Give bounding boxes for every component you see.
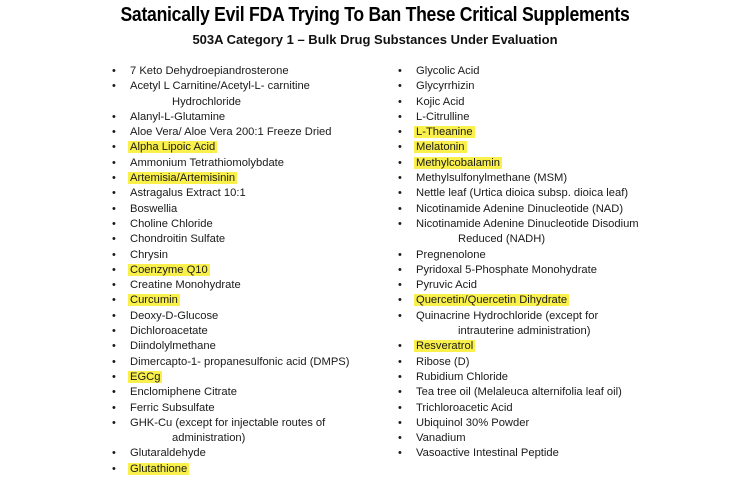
list-item	[112, 64, 402, 79]
bullet-icon: •	[112, 386, 116, 399]
bullet-icon: •	[112, 110, 116, 123]
list-item	[112, 248, 402, 263]
substance-name: Vanadium	[416, 432, 466, 445]
list-item	[398, 110, 698, 125]
bullet-icon: •	[398, 386, 402, 399]
bullet-icon: •	[112, 187, 116, 200]
bullet-icon: •	[112, 462, 116, 475]
substance-name: Aloe Vera/ Aloe Vera 200:1 Freeze Dried	[130, 126, 332, 139]
list-item	[112, 339, 402, 354]
list-item	[112, 110, 402, 125]
list-item	[112, 293, 402, 308]
substance-name: Nettle leaf (Urtica dioica subsp. dioica leaf)	[416, 187, 629, 200]
bullet-icon: •	[112, 141, 116, 154]
highlighted-substance-name: Glutathione	[130, 462, 188, 475]
highlighted-substance-name: Curcumin	[130, 294, 178, 307]
bullet-icon: •	[398, 340, 402, 353]
substance-name: Alanyl-L-Glutamine	[130, 110, 226, 123]
list-item	[398, 401, 698, 416]
highlighted-substance-name: Methylcobalamin	[416, 156, 500, 169]
bullet-icon: •	[112, 172, 116, 185]
list-item	[398, 186, 698, 201]
bullet-icon: •	[398, 156, 402, 169]
page-title: Satanically Evil FDA Trying To Ban These Critical Supplements	[120, 4, 630, 26]
substance-name: Enclomiphene Citrate	[130, 386, 237, 399]
substance-name: Choline Chloride	[130, 217, 213, 230]
bullet-icon: •	[112, 340, 116, 353]
substance-name: Trichloroacetic Acid	[416, 401, 513, 414]
substance-name: Methylsulfonylmethane (MSM)	[416, 172, 568, 185]
bullet-icon: •	[398, 172, 402, 185]
highlighted-substance-name: Quercetin/Quercetin Dihydrate	[416, 294, 568, 307]
substance-name: Ribose (D)	[416, 355, 470, 368]
substance-name: 7 Keto Dehydroepiandrosterone	[130, 65, 289, 77]
list-item	[398, 79, 698, 94]
list-item	[398, 431, 698, 446]
list-item	[398, 125, 698, 140]
bullet-icon: •	[112, 325, 116, 338]
substance-name: Astragalus Extract 10:1	[130, 187, 246, 200]
bullet-icon: •	[398, 432, 402, 445]
highlighted-substance-name: Melatonin	[416, 141, 465, 154]
highlighted-substance-name: Coenzyme Q10	[130, 263, 208, 276]
highlighted-substance-name: Artemisia/Artemisinin	[130, 172, 236, 185]
list-item	[112, 263, 402, 278]
bullet-icon: •	[398, 202, 402, 215]
list-item	[112, 202, 402, 217]
substance-name: Quinacrine Hydrochloride (except for	[416, 309, 599, 322]
highlighted-substance-name: Alpha Lipoic Acid	[130, 141, 216, 154]
list-item	[112, 370, 402, 385]
list-item	[112, 186, 402, 201]
bullet-icon: •	[398, 187, 402, 200]
list-item	[398, 171, 698, 186]
substance-name: Kojic Acid	[416, 95, 465, 108]
substance-name: Tea tree oil (Melaleuca alternifolia leaf oil)	[416, 386, 622, 399]
list-item	[112, 79, 402, 110]
substance-name: Pyruvic Acid	[416, 279, 477, 292]
bullet-icon: •	[112, 248, 116, 261]
list-item	[398, 278, 698, 293]
bullet-icon: •	[112, 263, 116, 276]
list-item	[112, 401, 402, 416]
list-item	[398, 446, 698, 461]
highlighted-substance-name: EGCg	[130, 370, 161, 383]
bullet-icon: •	[112, 279, 116, 292]
substance-name: Pregnenolone	[416, 248, 486, 261]
substance-name-continuation: Reduced (NADH)	[458, 233, 546, 246]
bullet-icon: •	[398, 416, 402, 429]
bullet-icon: •	[112, 416, 116, 429]
list-item	[112, 156, 402, 171]
list-item	[112, 462, 402, 477]
list-item	[112, 446, 402, 461]
substance-name: Chrysin	[130, 248, 168, 261]
list-item	[112, 309, 402, 324]
substance-name: GHK-Cu (except for injectable routes of	[130, 416, 326, 429]
bullet-icon: •	[398, 263, 402, 276]
substance-name: Glycyrrhizin	[416, 80, 475, 93]
list-item	[112, 217, 402, 232]
substance-name: Chondroitin Sulfate	[130, 233, 226, 246]
list-item	[398, 248, 698, 263]
substance-name: Pyridoxal 5-Phosphate Monohydrate	[416, 263, 597, 276]
list-item	[398, 309, 698, 340]
bullet-icon: •	[398, 294, 402, 307]
substance-name: Nicotinamide Adenine Dinucleotide Disodium	[416, 217, 639, 230]
bullet-icon: •	[112, 156, 116, 169]
substance-name-continuation: intrauterine administration)	[458, 325, 591, 338]
substance-name: Diindolylmethane	[130, 340, 216, 353]
list-item	[112, 140, 402, 155]
substance-name: L-Citrulline	[416, 110, 470, 123]
bullet-icon: •	[398, 95, 402, 108]
substance-name-continuation: Hydrochloride	[172, 95, 242, 108]
left-substance-list	[112, 64, 402, 477]
list-item	[398, 293, 698, 308]
list-item	[112, 232, 402, 247]
list-item	[112, 385, 402, 400]
list-item	[398, 140, 698, 155]
highlighted-substance-name: L-Theanine	[416, 126, 473, 139]
list-item	[112, 125, 402, 140]
substance-name: Dimercapto-1- propanesulfonic acid (DMPS)	[130, 355, 350, 368]
bullet-icon: •	[398, 110, 402, 123]
substance-name: Dichloroacetate	[130, 325, 208, 338]
bullet-icon: •	[112, 80, 116, 93]
bullet-icon: •	[112, 447, 116, 460]
bullet-icon: •	[112, 370, 116, 383]
substance-name: Deoxy-D-Glucose	[130, 309, 219, 322]
substance-name: Nicotinamide Adenine Dinucleotide (NAD)	[416, 202, 624, 215]
substance-name: Ubiquinol 30% Powder	[416, 416, 530, 429]
list-item	[398, 355, 698, 370]
list-item	[398, 416, 698, 431]
list-item	[398, 385, 698, 400]
bullet-icon: •	[398, 355, 402, 368]
list-item	[112, 416, 402, 447]
bullet-icon: •	[398, 370, 402, 383]
list-item	[112, 324, 402, 339]
bullet-icon: •	[112, 309, 116, 322]
bullet-icon: •	[398, 248, 402, 261]
list-item	[398, 202, 698, 217]
bullet-icon: •	[112, 355, 116, 368]
bullet-icon: •	[398, 447, 402, 460]
highlighted-substance-name: Resveratrol	[416, 340, 474, 353]
substance-name: Boswellia	[130, 202, 178, 215]
list-item	[398, 263, 698, 278]
list-item	[398, 156, 698, 171]
substance-name: Acetyl L Carnitine/Acetyl-L- carnitine	[130, 80, 310, 93]
list-item	[112, 171, 402, 186]
substance-name-continuation: administration)	[172, 432, 246, 445]
list-item	[112, 278, 402, 293]
bullet-icon: •	[398, 80, 402, 93]
list-item	[398, 339, 698, 354]
bullet-icon: •	[398, 309, 402, 322]
list-item	[398, 64, 698, 79]
bullet-icon: •	[398, 141, 402, 154]
bullet-icon: •	[398, 279, 402, 292]
substance-name: Ferric Subsulfate	[130, 401, 215, 414]
bullet-icon: •	[112, 401, 116, 414]
bullet-icon: •	[398, 217, 402, 230]
bullet-icon: •	[398, 126, 402, 139]
bullet-icon: •	[112, 202, 116, 215]
substance-name: Ammonium Tetrathiomolybdate	[130, 156, 285, 169]
substance-name: Glutaraldehyde	[130, 447, 206, 460]
page-subtitle: 503A Category 1 – Bulk Drug Substances Under Evaluation	[192, 32, 558, 47]
bullet-icon: •	[112, 294, 116, 307]
substance-name: Creatine Monohydrate	[130, 279, 241, 292]
list-item	[398, 370, 698, 385]
bullet-icon: •	[112, 65, 116, 77]
list-item	[398, 217, 698, 248]
substance-name: Rubidium Chloride	[416, 370, 509, 383]
substance-name: Vasoactive Intestinal Peptide	[416, 447, 559, 460]
list-item	[398, 95, 698, 110]
substance-name: Glycolic Acid	[416, 65, 480, 77]
bullet-icon: •	[112, 233, 116, 246]
bullet-icon: •	[112, 126, 116, 139]
bullet-icon: •	[112, 217, 116, 230]
list-item	[112, 355, 402, 370]
right-substance-list	[398, 64, 698, 462]
bullet-icon: •	[398, 401, 402, 414]
bullet-icon: •	[398, 65, 402, 77]
